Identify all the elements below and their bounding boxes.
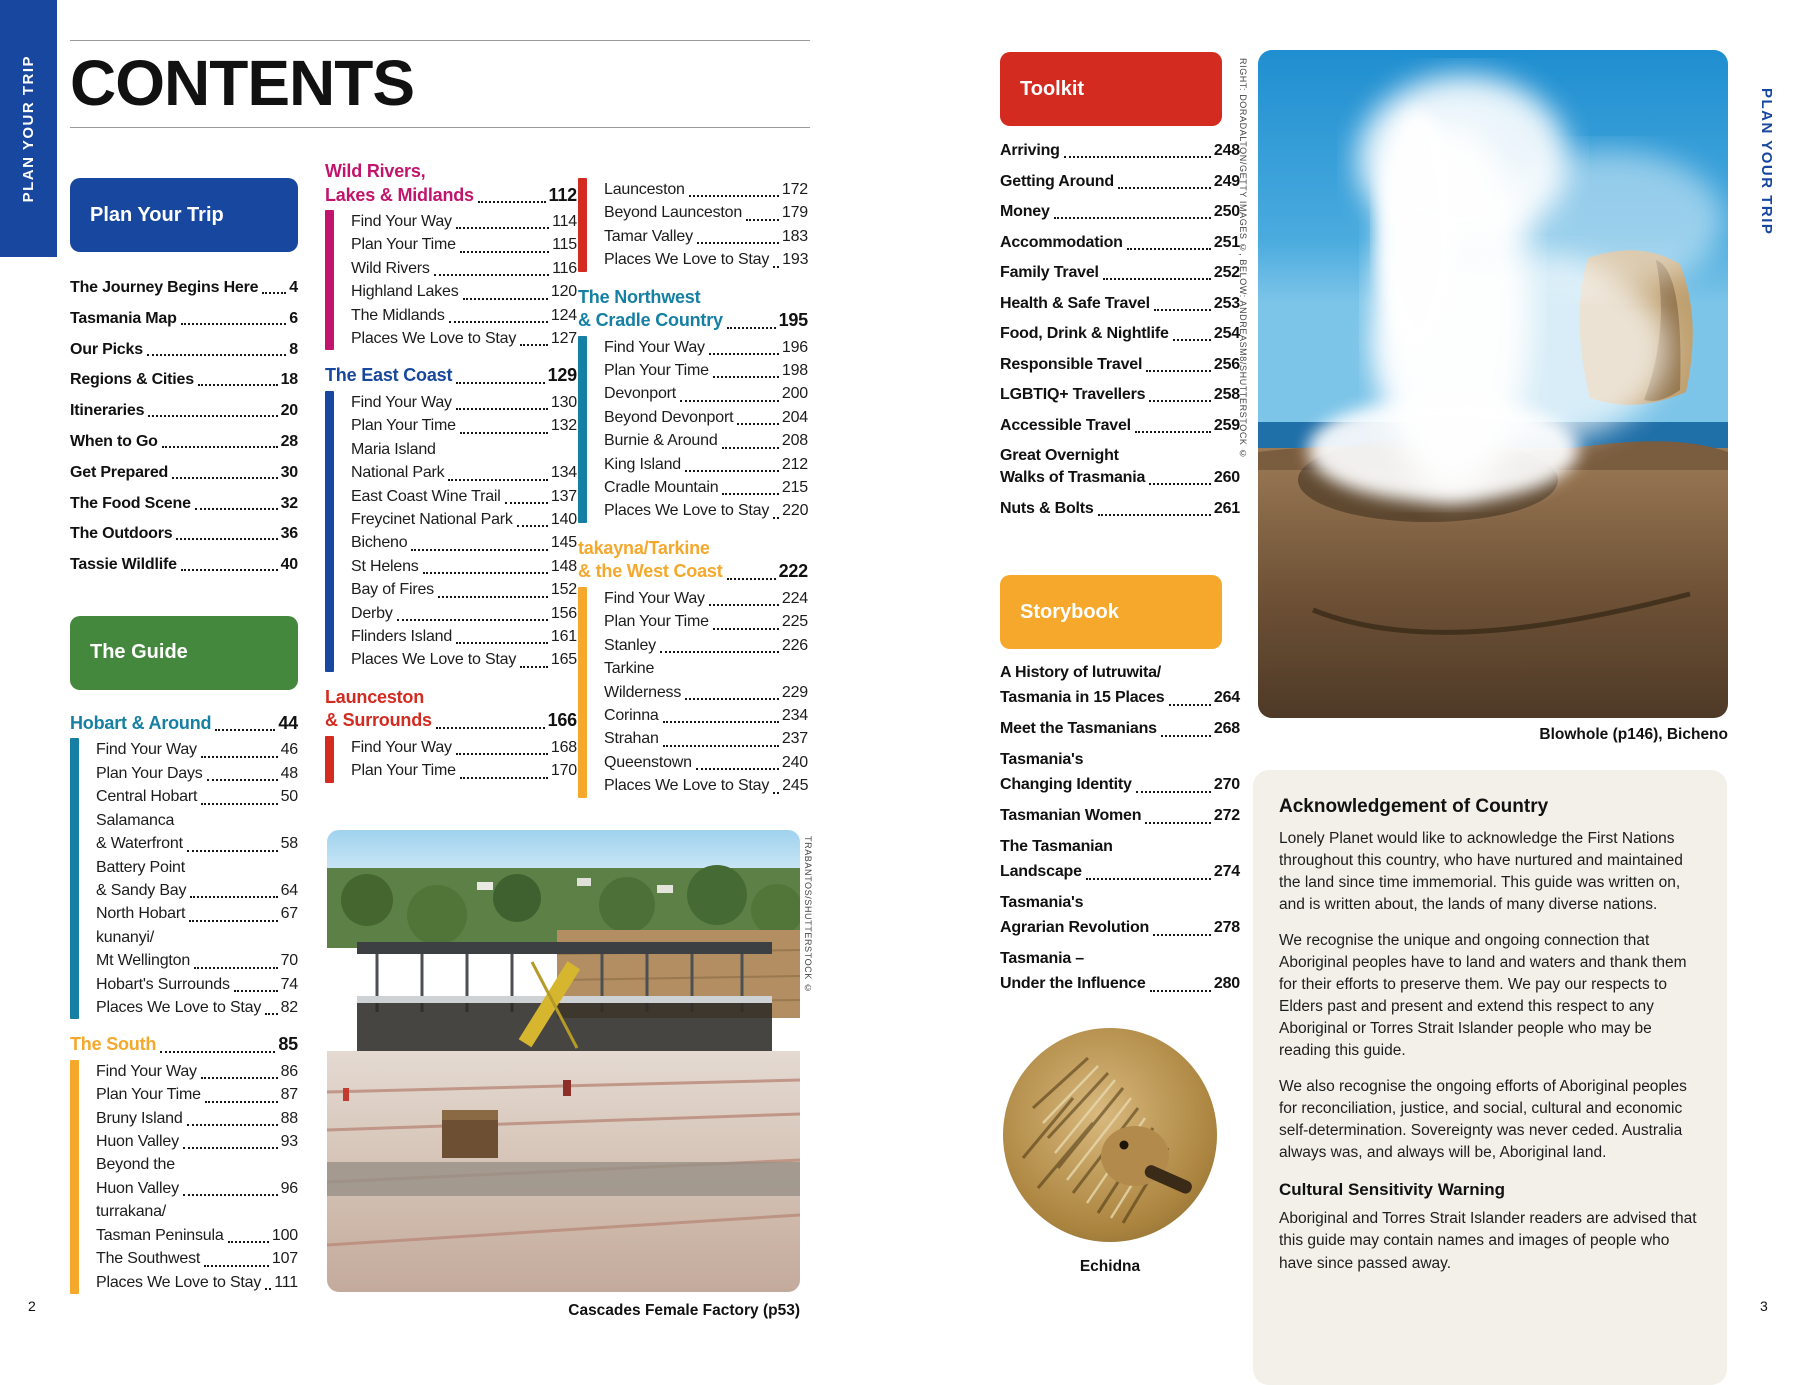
toc-page-number: 96 bbox=[280, 1179, 298, 1197]
acknowledgement-paragraph: We recognise the unique and ongoing connection that Aboriginal peoples have to land and waters and thank them for their efforts to preserve them. We pay our respects to Elders past and present and extend this respect to any Aboriginal or Torres Strait Islander people who may be reading this guide. bbox=[1279, 931, 1687, 1060]
toc-page-number: 170 bbox=[550, 762, 577, 780]
toc-page-number: 111 bbox=[274, 1273, 298, 1291]
toc-entry-line: Huon Valley 93 bbox=[96, 1130, 298, 1153]
toc-page-number: 272 bbox=[1213, 807, 1240, 824]
section-heading-line: takayna/Tarkine bbox=[578, 537, 710, 558]
toc-page-number: 229 bbox=[781, 683, 808, 701]
toc-page-number: 245 bbox=[782, 777, 809, 795]
toc-entry-line: Stanley 226 bbox=[604, 634, 808, 657]
plan-your-trip-list bbox=[70, 278, 298, 586]
toc-entry-line: Wilderness 229 bbox=[604, 681, 808, 704]
toc-entry-line: Derby 156 bbox=[351, 602, 577, 625]
toc-entry-line: Salamanca bbox=[96, 811, 175, 829]
toc-entry-line: Tassie Wildlife 40 bbox=[70, 556, 298, 574]
section-body bbox=[578, 587, 808, 798]
toc-entry-line: Get Prepared 30 bbox=[70, 463, 298, 481]
toc-page-number: 85 bbox=[278, 1034, 298, 1055]
toc-entry-line: Beyond Devonport 204 bbox=[604, 406, 808, 429]
toc-page-number: 124 bbox=[550, 306, 577, 324]
section-heading-line: & the West Coast 222 bbox=[578, 560, 808, 584]
section-heading-line: Launceston bbox=[325, 686, 425, 707]
toc-page-number: 120 bbox=[550, 283, 577, 301]
toc-entry-line: Health & Safe Travel 253 bbox=[1000, 293, 1240, 315]
toc-entry-line: Places We Love to Stay 127 bbox=[351, 327, 577, 350]
toc-entry-line: Tasmania's bbox=[1000, 894, 1084, 911]
section-heading-line: The South 85 bbox=[70, 1033, 298, 1057]
toc-entry-line: Burnie & Around 208 bbox=[604, 429, 808, 452]
toc-entry-line: East Coast Wine Trail 137 bbox=[351, 485, 577, 508]
toc-page-number: 249 bbox=[1213, 172, 1240, 190]
toc-page-number: 58 bbox=[280, 835, 298, 853]
toc-page-number: 4 bbox=[289, 279, 298, 296]
section-body bbox=[325, 736, 577, 783]
toc-entry-line: Flinders Island 161 bbox=[351, 625, 577, 648]
toc-entry-line: Changing Identity 270 bbox=[1000, 772, 1240, 797]
toc-page-number: 183 bbox=[781, 227, 808, 245]
section-color-bar bbox=[325, 210, 334, 350]
toc-page-number: 195 bbox=[778, 310, 808, 331]
toc-page-number: 156 bbox=[550, 604, 577, 622]
toc-page-number: 254 bbox=[1213, 325, 1240, 342]
toc-page-number: 168 bbox=[550, 738, 577, 756]
toc-page-number: 248 bbox=[1213, 142, 1240, 159]
section-color-bar bbox=[325, 391, 334, 672]
toc-page-number: 268 bbox=[1213, 720, 1240, 737]
toc-entry-line: Huon Valley 96 bbox=[96, 1177, 298, 1200]
echidna-caption: Echidna bbox=[1079, 1258, 1141, 1275]
toc-page-number: 166 bbox=[547, 710, 577, 731]
toc-entry-line: & Sandy Bay 64 bbox=[96, 879, 298, 902]
toc-entry-line: A History of lutruwita/ bbox=[1000, 664, 1162, 681]
toc-entry-line: Devonport 200 bbox=[604, 382, 808, 405]
toc-entry-line: Plan Your Time 132 bbox=[351, 414, 577, 437]
acknowledgement-paragraph: We also recognise the ongoing efforts of Aboriginal peoples for reconciliation, justice, and social, cultural and economic self-determination. Sovereignty was never ceded. Australia always was, and always will be, Aboriginal land. bbox=[1279, 1077, 1687, 1162]
section-heading-line: & Surrounds 166 bbox=[325, 709, 577, 733]
toc-page-number: 253 bbox=[1213, 294, 1240, 312]
toc-page-number: 261 bbox=[1213, 499, 1240, 517]
toc-page-number: 30 bbox=[280, 463, 298, 481]
toc-page-number: 134 bbox=[550, 464, 577, 482]
section-heading-line: Wild Rivers, bbox=[325, 161, 426, 181]
toc-page-number: 64 bbox=[280, 881, 298, 899]
toc-page-number: 86 bbox=[280, 1062, 298, 1080]
toc-entry-line: Find Your Way 168 bbox=[351, 736, 577, 759]
section-heading-line: Lakes & Midlands 112 bbox=[325, 184, 577, 208]
toc-entry-line: Tarkine bbox=[604, 660, 655, 678]
toc-page-number: 208 bbox=[781, 432, 808, 450]
toc-entry-line: Tasmanian Women 272 bbox=[1000, 803, 1240, 828]
toc-page-number: 220 bbox=[782, 502, 809, 520]
toc-page-number: 48 bbox=[280, 764, 298, 782]
toc-entry-line: The Food Scene 32 bbox=[70, 494, 298, 512]
right-sidebar-label: PLAN YOUR TRIP bbox=[1758, 88, 1775, 236]
toc-page-number: 132 bbox=[550, 417, 577, 435]
toc-entry-line: turrakana/ bbox=[96, 1203, 167, 1221]
toc-page-number: 252 bbox=[1213, 264, 1240, 281]
left-sidebar-tab bbox=[0, 0, 57, 257]
toc-page-number: 161 bbox=[550, 628, 577, 645]
section-hobart-around bbox=[70, 712, 298, 1019]
section-the-south bbox=[70, 1033, 298, 1294]
cascades-photo-art bbox=[327, 830, 800, 1292]
toc-entry-line: Family Travel 252 bbox=[1000, 262, 1240, 284]
toolkit-box bbox=[1000, 52, 1222, 126]
toolkit-box-label: Toolkit bbox=[1020, 77, 1085, 100]
section-color-bar bbox=[578, 587, 587, 798]
section-heading bbox=[70, 712, 298, 736]
toc-page-number: 250 bbox=[1213, 203, 1240, 220]
left-sidebar-label: PLAN YOUR TRIP bbox=[20, 54, 37, 203]
right-page-photo-credit: RIGHT: DORADALTON/GETTY IMAGES ©, BELOW: ANDREASM8/SHUTTERSTOCK © bbox=[1238, 58, 1248, 460]
toc-entry-line: Freycinet National Park 140 bbox=[351, 508, 577, 531]
toc-entry-line: Tamar Valley 183 bbox=[604, 225, 808, 248]
toc-entry-line: National Park 134 bbox=[351, 461, 577, 484]
toc-page-number: 20 bbox=[280, 402, 298, 420]
toc-entry-line: Meet the Tasmanians 268 bbox=[1000, 716, 1240, 741]
toc-entry-line: Corinna 234 bbox=[604, 704, 808, 727]
toc-entry-line: Tasmania in 15 Places 264 bbox=[1000, 685, 1240, 710]
toc-entry-line: Places We Love to Stay 220 bbox=[604, 499, 808, 522]
storybook-box-label: Storybook bbox=[1020, 600, 1119, 623]
toc-entry-line: & Waterfront 58 bbox=[96, 832, 298, 855]
section-heading bbox=[578, 537, 808, 584]
toc-entry-line: King Island 212 bbox=[604, 453, 808, 476]
section-color-bar bbox=[70, 738, 79, 1019]
toc-entry-line: Walks of Trasmania 260 bbox=[1000, 467, 1240, 489]
toc-entry-line: Tasmania's bbox=[1000, 751, 1084, 768]
toc-entry-line: The Midlands 124 bbox=[351, 304, 577, 327]
section-entry-list bbox=[1000, 660, 1240, 1002]
storybook-list bbox=[1000, 660, 1240, 1002]
section-color-bar bbox=[578, 178, 587, 272]
plan-your-trip-box bbox=[70, 178, 298, 252]
blowhole-photo-art bbox=[1258, 50, 1728, 718]
toc-entry-line: Accommodation 251 bbox=[1000, 232, 1240, 254]
toc-entry-line: The Outdoors 36 bbox=[70, 525, 298, 543]
toc-entry-line: Bruny Island 88 bbox=[96, 1107, 298, 1130]
toc-page-number: 224 bbox=[781, 589, 808, 607]
the-guide-box-label: The Guide bbox=[90, 641, 188, 664]
toc-page-number: 251 bbox=[1213, 233, 1240, 251]
toc-page-number: 36 bbox=[280, 525, 298, 543]
toc-page-number: 130 bbox=[550, 393, 577, 411]
section-entry-list bbox=[604, 178, 808, 272]
toc-page-number: 100 bbox=[271, 1226, 298, 1244]
toc-page-number: 152 bbox=[550, 581, 577, 599]
cascades-photo-credit: TRABANTOS/SHUTTERSTOCK © bbox=[803, 836, 813, 994]
section-color-bar bbox=[70, 1060, 79, 1294]
toc-page-number: 172 bbox=[781, 181, 808, 198]
toc-entry-line: Getting Around 249 bbox=[1000, 171, 1240, 193]
toc-entry-line: Find Your Way 86 bbox=[96, 1060, 298, 1083]
section-launceston-continued bbox=[578, 178, 808, 272]
section-color-bar bbox=[325, 736, 334, 783]
toc-page-number: 46 bbox=[280, 741, 298, 759]
section-heading-line: & Cradle Country 195 bbox=[578, 309, 808, 333]
toc-entry-line: Landscape 274 bbox=[1000, 859, 1240, 884]
toc-page-number: 225 bbox=[781, 613, 808, 631]
title-block bbox=[70, 40, 810, 128]
section-heading bbox=[325, 364, 577, 388]
toc-entry-line: Nuts & Bolts 261 bbox=[1000, 498, 1240, 520]
section-heading bbox=[70, 1033, 298, 1057]
section-takayna-west-coast bbox=[578, 537, 808, 798]
cultural-sensitivity-text: Aboriginal and Torres Strait Islander readers are advised that this guide may contain names and images of people who have since passed away. bbox=[1279, 1210, 1697, 1272]
toc-page-number: 67 bbox=[280, 905, 298, 923]
echidna-photo bbox=[1003, 1028, 1217, 1242]
toc-entry-line: Beyond Launceston 179 bbox=[604, 201, 808, 224]
toc-entry-line: Central Hobart 50 bbox=[96, 785, 298, 808]
section-entry-list bbox=[351, 391, 577, 672]
toc-entry-line: Find Your Way 46 bbox=[96, 738, 298, 761]
toc-page-number: 74 bbox=[280, 975, 298, 993]
section-heading-line: The Northwest bbox=[578, 286, 701, 307]
section-entry-list bbox=[1000, 140, 1240, 528]
toc-page-number: 127 bbox=[550, 330, 577, 348]
section-body bbox=[70, 738, 298, 1019]
toc-page-number: 264 bbox=[1213, 689, 1240, 706]
toc-entry-line: Hobart's Surrounds 74 bbox=[96, 973, 298, 996]
toc-column-1 bbox=[70, 178, 298, 1308]
blowhole-caption: Blowhole (p146), Bicheno bbox=[1539, 726, 1728, 743]
section-launceston-surrounds bbox=[325, 686, 577, 783]
section-body bbox=[1000, 140, 1240, 528]
toc-page-number: 40 bbox=[280, 556, 298, 574]
toc-page-number: 28 bbox=[280, 432, 298, 450]
left-page-number: 2 bbox=[28, 1298, 36, 1314]
toc-page-number: 270 bbox=[1213, 776, 1240, 793]
section-body bbox=[70, 1060, 298, 1294]
section-entry-list bbox=[351, 210, 577, 350]
toc-page-number: 278 bbox=[1213, 919, 1240, 936]
toc-page-number: 44 bbox=[278, 712, 298, 733]
right-page-number: 3 bbox=[1760, 1298, 1768, 1314]
toc-entry-line: Food, Drink & Nightlife 254 bbox=[1000, 323, 1240, 345]
toc-page-number: 129 bbox=[547, 365, 577, 386]
toc-page-number: 32 bbox=[280, 494, 298, 512]
section-wild-rivers-lakes-midlands bbox=[325, 160, 577, 350]
toc-entry-line: Money 250 bbox=[1000, 201, 1240, 223]
toc-entry-line: Find Your Way 114 bbox=[351, 210, 577, 233]
toc-entry-line: Our Picks 8 bbox=[70, 340, 298, 358]
toc-page-number: 260 bbox=[1213, 469, 1240, 486]
toc-entry-line: Queenstown 240 bbox=[604, 751, 808, 774]
toc-page-number: 259 bbox=[1213, 416, 1240, 434]
toc-entry-line: Places We Love to Stay 165 bbox=[351, 648, 577, 671]
toc-page-number: 112 bbox=[548, 184, 577, 205]
section-entry-list bbox=[96, 738, 298, 1019]
section-body bbox=[1000, 660, 1240, 1002]
toc-page-number: 115 bbox=[552, 236, 577, 254]
section-body bbox=[70, 278, 298, 586]
toc-entry-line: St Helens 148 bbox=[351, 555, 577, 578]
toc-entry-line: Arriving 248 bbox=[1000, 140, 1240, 162]
toc-page-number: 137 bbox=[550, 487, 577, 505]
toc-entry-line: Plan Your Time 115 bbox=[351, 233, 577, 256]
toc-entry-line: The Tasmanian bbox=[1000, 838, 1113, 855]
section-body bbox=[578, 336, 808, 523]
toc-page-number: 70 bbox=[280, 952, 298, 970]
toc-page-number: 198 bbox=[781, 362, 808, 380]
title-rule-bottom bbox=[70, 127, 810, 128]
toc-page-number: 204 bbox=[781, 408, 808, 426]
toc-entry-line: Plan Your Days 48 bbox=[96, 762, 298, 785]
toc-page-number: 50 bbox=[280, 788, 298, 806]
the-guide-box bbox=[70, 616, 298, 690]
toc-entry-line: Itineraries 20 bbox=[70, 402, 298, 420]
toc-entry-line: Plan Your Time 225 bbox=[604, 610, 808, 633]
toc-page-number: 193 bbox=[782, 251, 809, 269]
toc-entry-line: Bicheno 145 bbox=[351, 531, 577, 554]
toc-entry-line: Places We Love to Stay 245 bbox=[604, 774, 808, 797]
toc-entry-line: Under the Influence 280 bbox=[1000, 971, 1240, 996]
toc-entry-line: Maria Island bbox=[351, 440, 436, 458]
toc-page-number: 8 bbox=[289, 340, 298, 358]
section-heading-line: Hobart & Around 44 bbox=[70, 712, 298, 736]
toc-page-number: 196 bbox=[781, 338, 808, 356]
acknowledgement-paragraph: Lonely Planet would like to acknowledge the First Nations throughout this country, who have nurtured and maintained the land since time immemorial. This guide was written on, and is written about, the lands of many diverse nations. bbox=[1279, 830, 1683, 914]
section-heading bbox=[325, 160, 577, 207]
toc-entry-line: North Hobart 67 bbox=[96, 902, 298, 925]
toc-page-number: 234 bbox=[781, 706, 808, 724]
echidna-photo-art bbox=[1003, 1028, 1217, 1242]
storybook-box bbox=[1000, 575, 1222, 649]
toc-column-3 bbox=[578, 178, 808, 812]
toc-entry-line: Places We Love to Stay 193 bbox=[604, 248, 808, 271]
toc-entry-line: Tasman Peninsula 100 bbox=[96, 1224, 298, 1247]
toc-entry-line: Find Your Way 130 bbox=[351, 391, 577, 414]
section-heading bbox=[578, 286, 808, 333]
section-entry-list bbox=[70, 278, 298, 586]
toc-entry-line: Find Your Way 196 bbox=[604, 336, 808, 359]
toc-page-number: 222 bbox=[778, 561, 808, 582]
toc-entry-line: The Journey Begins Here 4 bbox=[70, 279, 298, 296]
toc-entry-line: Beyond the bbox=[96, 1156, 175, 1174]
toc-page-number: 88 bbox=[280, 1109, 298, 1127]
section-body bbox=[325, 391, 577, 672]
toc-page-number: 274 bbox=[1213, 863, 1240, 880]
toc-entry-line: Great Overnight bbox=[1000, 447, 1119, 464]
toc-page-number: 215 bbox=[781, 479, 808, 497]
section-entry-list bbox=[96, 1060, 298, 1294]
toc-page-number: 226 bbox=[781, 636, 808, 654]
toc-entry-line: Highland Lakes 120 bbox=[351, 280, 577, 303]
section-body bbox=[325, 210, 577, 350]
toc-entry-line: Find Your Way 224 bbox=[604, 587, 808, 610]
toc-page-number: 114 bbox=[552, 213, 577, 230]
toc-entry-line: Strahan 237 bbox=[604, 727, 808, 750]
toc-entry-line: Regions & Cities 18 bbox=[70, 371, 298, 389]
toc-entry-line: Battery Point bbox=[96, 858, 186, 876]
toolkit-list bbox=[1000, 140, 1240, 528]
section-heading-line: The East Coast 129 bbox=[325, 364, 577, 388]
toc-entry-line: Responsible Travel 256 bbox=[1000, 354, 1240, 376]
toc-entry-line: Launceston 172 bbox=[604, 178, 808, 201]
blowhole-photo bbox=[1258, 50, 1728, 718]
toc-page-number: 148 bbox=[550, 557, 577, 575]
section-color-bar bbox=[578, 336, 587, 523]
section-entry-list bbox=[604, 336, 808, 523]
toc-page-number: 87 bbox=[280, 1086, 298, 1104]
cultural-sensitivity-heading: Cultural Sensitivity Warning bbox=[1279, 1180, 1506, 1200]
toc-entry-line: kunanyi/ bbox=[96, 928, 154, 946]
toc-entry-line: When to Go 28 bbox=[70, 432, 298, 450]
toc-entry-line: Wild Rivers 116 bbox=[351, 257, 577, 280]
toc-entry-line: Tasmania – bbox=[1000, 950, 1084, 967]
toc-entry-line: Places We Love to Stay 111 bbox=[96, 1271, 298, 1294]
toc-page-number: 93 bbox=[280, 1133, 298, 1151]
toc-entry-line: LGBTIQ+ Travellers 258 bbox=[1000, 384, 1240, 406]
toc-page-number: 82 bbox=[280, 998, 298, 1016]
page-title: CONTENTS bbox=[70, 47, 414, 119]
toc-page-number: 179 bbox=[781, 204, 808, 222]
toc-page-number: 258 bbox=[1213, 386, 1240, 403]
section-northwest-cradle-country bbox=[578, 286, 808, 523]
plan-your-trip-box-label: Plan Your Trip bbox=[90, 203, 224, 226]
toc-entry-line: Accessible Travel 259 bbox=[1000, 415, 1240, 437]
toc-entry-line: Agrarian Revolution 278 bbox=[1000, 915, 1240, 940]
toc-page-number: 280 bbox=[1213, 975, 1240, 992]
toc-column-2 bbox=[325, 160, 577, 797]
toc-page-number: 165 bbox=[550, 651, 577, 669]
toc-entry-line: Plan Your Time 87 bbox=[96, 1083, 298, 1106]
section-heading bbox=[325, 686, 577, 733]
toc-page-number: 6 bbox=[289, 309, 298, 327]
toc-page-number: 107 bbox=[271, 1250, 298, 1268]
toc-page-number: 200 bbox=[781, 385, 808, 403]
acknowledgement-box bbox=[1253, 770, 1727, 1385]
toc-entry-line: Bay of Fires 152 bbox=[351, 578, 577, 601]
toc-page-number: 18 bbox=[280, 371, 298, 389]
toc-entry-line: Plan Your Time 198 bbox=[604, 359, 808, 382]
toc-entry-line: Mt Wellington 70 bbox=[96, 949, 298, 972]
toc-page-number: 212 bbox=[781, 455, 808, 473]
section-entry-list bbox=[351, 736, 577, 783]
section-body bbox=[578, 178, 808, 272]
cascades-caption: Cascades Female Factory (p53) bbox=[568, 1302, 800, 1319]
toc-page-number: 240 bbox=[781, 753, 808, 771]
toc-entry-line: Tasmania Map 6 bbox=[70, 309, 298, 327]
toc-page-number: 145 bbox=[550, 534, 577, 552]
acknowledgement-heading: Acknowledgement of Country bbox=[1279, 796, 1549, 817]
toc-entry-line: Cradle Mountain 215 bbox=[604, 476, 808, 499]
toc-entry-line: The Southwest 107 bbox=[96, 1247, 298, 1270]
section-entry-list bbox=[604, 587, 808, 798]
toc-page-number: 237 bbox=[781, 730, 808, 748]
cascades-female-factory-photo bbox=[327, 830, 800, 1292]
toc-entry-line: Plan Your Time 170 bbox=[351, 759, 577, 782]
toc-entry-line: Places We Love to Stay 82 bbox=[96, 996, 298, 1019]
section-east-coast bbox=[325, 364, 577, 671]
toc-page-number: 256 bbox=[1213, 355, 1240, 373]
toc-page-number: 140 bbox=[550, 510, 577, 528]
toc-page-number: 116 bbox=[552, 259, 577, 277]
